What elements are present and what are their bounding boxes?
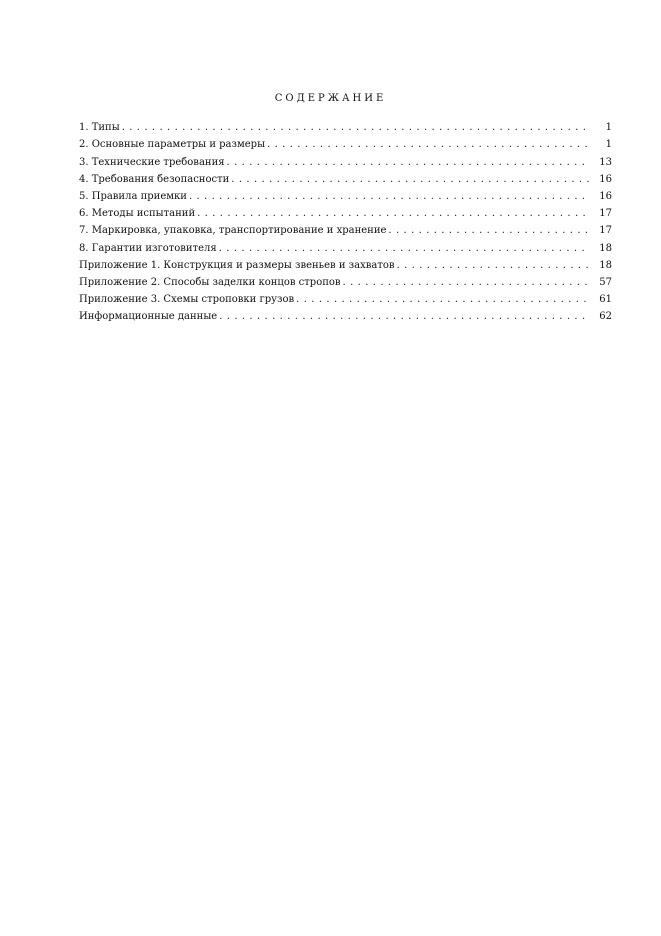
toc-entry-page: 1 — [590, 139, 612, 151]
toc-leader-dots — [343, 277, 590, 287]
toc-entry-label: 1. Типы — [79, 122, 120, 134]
page-title: СОДЕРЖАНИЕ — [274, 93, 387, 104]
toc-entry — [79, 151, 612, 168]
toc-entry-label: Информационные данные — [79, 311, 218, 323]
toc-entry — [79, 220, 612, 237]
toc-leader-dots — [197, 208, 590, 218]
toc-entry-page: 17 — [590, 208, 612, 220]
toc-leader-dots — [189, 191, 590, 201]
toc-entry — [79, 203, 612, 220]
toc-leader-dots — [267, 139, 590, 149]
toc-entry-page: 62 — [590, 311, 612, 323]
toc-entry-label: 7. Маркировка, упаковка, транспортирование и хранение — [79, 225, 387, 237]
toc-entry-label: 3. Технические требования — [79, 156, 225, 168]
toc-leader-dots — [231, 174, 590, 184]
toc-entry-page: 18 — [590, 243, 612, 255]
toc-leader-dots — [388, 225, 590, 235]
toc-entry-label: 6. Методы испытаний — [79, 208, 196, 220]
toc-entry — [79, 272, 612, 289]
toc-entry — [79, 255, 612, 272]
toc-entry — [79, 237, 612, 254]
toc-entry-page: 13 — [590, 157, 612, 169]
toc-leader-dots — [296, 294, 590, 304]
toc-entry — [79, 186, 612, 203]
table-of-contents — [79, 117, 612, 323]
toc-leader-dots — [219, 243, 590, 253]
toc-entry — [79, 134, 612, 151]
toc-entry-page: 1 — [590, 122, 612, 134]
toc-entry-page: 57 — [590, 277, 612, 289]
toc-entry-label: Приложение 3. Схемы строповки грузов — [79, 294, 295, 306]
toc-leader-dots — [219, 311, 590, 321]
toc-leader-dots — [122, 122, 590, 132]
toc-entry — [79, 289, 612, 306]
toc-entry — [79, 169, 612, 186]
toc-entry-label: 2. Основные параметры и размеры — [79, 139, 266, 151]
toc-entry-page: 16 — [590, 191, 612, 203]
toc-leader-dots — [397, 260, 590, 270]
toc-entry-label: Приложение 2. Способы заделки концов стропов — [79, 276, 341, 288]
toc-entry-page: 16 — [590, 174, 612, 186]
toc-entry-label: Приложение 1. Конструкция и размеры звеньев и захватов — [79, 259, 395, 271]
toc-entry-page: 61 — [590, 294, 612, 306]
toc-entry-label: 5. Правила приемки — [79, 190, 187, 202]
toc-entry — [79, 306, 612, 323]
toc-entry-label: 4. Требования безопасности — [79, 173, 230, 185]
toc-leader-dots — [227, 157, 590, 167]
toc-entry-page: 17 — [590, 225, 612, 237]
toc-entry — [79, 117, 612, 134]
toc-entry-page: 18 — [590, 260, 612, 272]
toc-entry-label: 8. Гарантии изготовителя — [79, 242, 217, 254]
